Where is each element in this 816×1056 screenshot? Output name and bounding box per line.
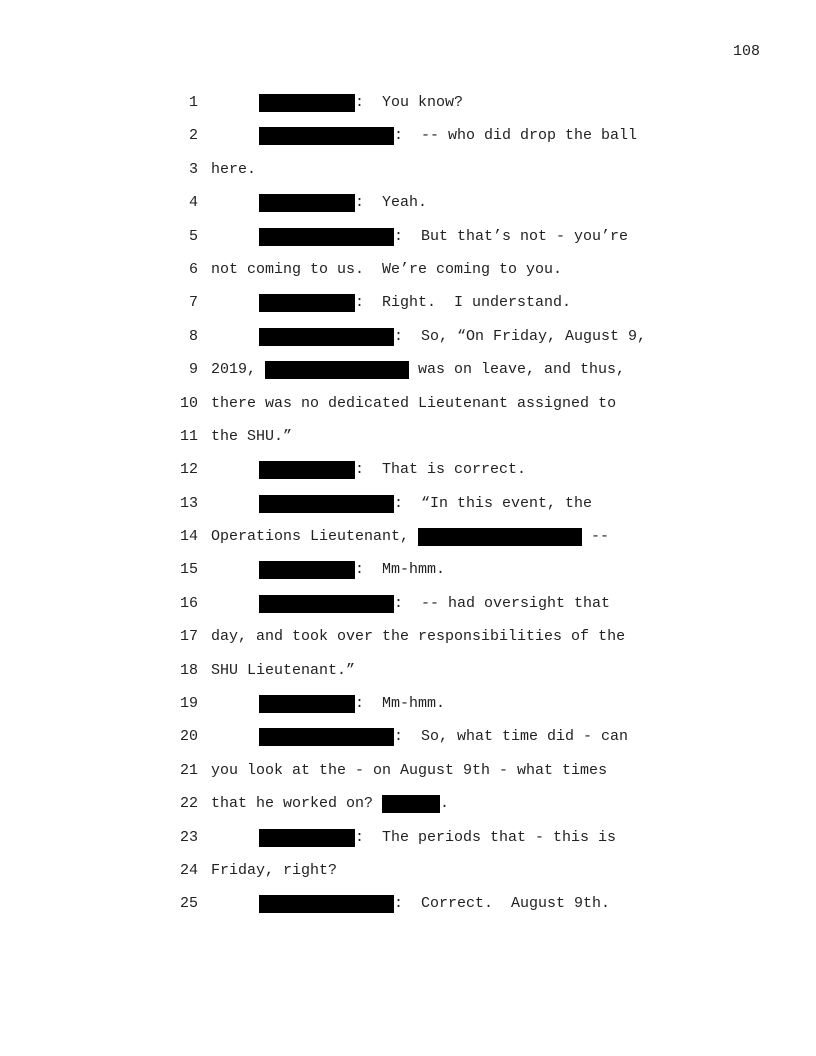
line-number: 25 — [179, 895, 198, 913]
line-text-segment: not coming to us. We’re coming to you. — [211, 260, 563, 278]
line-text-segment: : Correct. August 9th. — [394, 895, 611, 913]
transcript-line — [0, 461, 816, 494]
line-text — [211, 795, 449, 813]
line-text — [211, 662, 355, 680]
line-text-segment: . — [440, 795, 450, 813]
line-number: 8 — [188, 327, 198, 345]
line-number: 16 — [179, 594, 198, 612]
line-number: 5 — [188, 227, 198, 245]
line-number: 7 — [188, 294, 198, 312]
line-text-segment: : So, what time did - can — [394, 728, 629, 746]
line-number: 15 — [179, 561, 198, 579]
redaction-block — [259, 228, 394, 246]
redaction-block — [382, 795, 440, 813]
line-text-segment: here. — [211, 160, 257, 178]
line-text-segment: : Right. I understand. — [355, 294, 572, 312]
line-text — [211, 395, 616, 413]
redaction-block — [259, 328, 394, 346]
line-number: 13 — [179, 494, 198, 512]
line-number: 20 — [179, 728, 198, 746]
transcript-line — [0, 561, 816, 594]
line-number: 17 — [179, 628, 198, 646]
line-text — [259, 127, 637, 145]
line-text — [259, 194, 427, 212]
line-text-segment: Operations Lieutenant, — [211, 528, 419, 546]
line-number: 9 — [188, 361, 198, 379]
redaction-block — [259, 461, 355, 479]
line-text — [211, 528, 609, 546]
line-text-segment: : But that’s not - you’re — [394, 227, 629, 245]
line-text — [211, 161, 256, 179]
transcript-line — [0, 795, 816, 828]
line-text-segment: : Mm-hmm. — [355, 561, 446, 579]
line-number: 3 — [188, 160, 198, 178]
line-number: 18 — [179, 661, 198, 679]
transcript-line — [0, 328, 816, 361]
line-text — [259, 94, 463, 112]
line-number: 14 — [179, 528, 198, 546]
redaction-block — [259, 294, 355, 312]
transcript-line — [0, 762, 816, 795]
line-number: 4 — [188, 194, 198, 212]
transcript-line — [0, 194, 816, 227]
transcript-line — [0, 294, 816, 327]
line-text-segment: was on leave, and thus, — [409, 361, 626, 379]
transcript-line — [0, 662, 816, 695]
line-text-segment: : The periods that - this is — [355, 828, 617, 846]
line-text — [259, 728, 628, 746]
line-text-segment: there was no dedicated Lieutenant assigned to — [211, 394, 617, 412]
line-number: 24 — [179, 861, 198, 879]
line-number: 1 — [188, 94, 198, 111]
line-text-segment: : Yeah. — [355, 194, 428, 212]
transcript-line — [0, 261, 816, 294]
transcript-line — [0, 829, 816, 862]
line-text-segment: : -- had oversight that — [394, 594, 611, 612]
redaction-block — [259, 895, 394, 913]
line-text — [259, 228, 628, 246]
line-text-segment: that he worked on? — [211, 795, 383, 813]
redaction-block — [259, 561, 355, 579]
transcript-line — [0, 361, 816, 394]
line-number: 21 — [179, 761, 198, 779]
transcript-line — [0, 161, 816, 194]
transcript-line — [0, 495, 816, 528]
transcript-line — [0, 628, 816, 661]
transcript-line — [0, 728, 816, 761]
line-text — [259, 328, 646, 346]
line-text-segment: : -- who did drop the ball — [394, 127, 638, 145]
line-number: 22 — [179, 795, 198, 813]
transcript-line — [0, 695, 816, 728]
redaction-block — [259, 728, 394, 746]
transcript-line — [0, 595, 816, 628]
redaction-block — [259, 194, 355, 212]
line-text-segment: : “In this event, the — [394, 494, 593, 512]
line-number: 10 — [179, 394, 198, 412]
transcript-line — [0, 428, 816, 461]
line-text — [259, 461, 526, 479]
line-text — [259, 495, 592, 513]
transcript-line — [0, 395, 816, 428]
transcript-line — [0, 127, 816, 160]
transcript-line — [0, 94, 816, 127]
line-text — [211, 628, 625, 646]
line-text-segment: you look at the - on August 9th - what times — [211, 761, 608, 779]
redaction-block — [259, 495, 394, 513]
redaction-block — [265, 361, 409, 379]
transcript-body — [0, 94, 816, 929]
redaction-block — [259, 595, 394, 613]
line-text — [259, 895, 610, 913]
redaction-block — [259, 829, 355, 847]
line-text — [211, 428, 292, 446]
transcript-line — [0, 862, 816, 895]
redaction-block — [259, 695, 355, 713]
line-number: 6 — [188, 260, 198, 278]
line-text — [259, 595, 610, 613]
redaction-block — [259, 127, 394, 145]
line-text — [259, 829, 616, 847]
line-text-segment: : That is correct. — [355, 461, 527, 479]
line-text-segment: : So, “On Friday, August 9, — [394, 327, 647, 345]
redaction-block — [259, 94, 355, 112]
line-number: 2 — [188, 127, 198, 145]
line-text-segment: Friday, right? — [211, 861, 338, 879]
transcript-line — [0, 895, 816, 928]
transcript-line — [0, 528, 816, 561]
line-text — [211, 762, 607, 780]
line-text-segment: SHU Lieutenant.” — [211, 661, 356, 679]
line-text-segment: day, and took over the responsibilities of the — [211, 628, 626, 646]
line-text-segment: -- — [582, 528, 610, 546]
line-number: 11 — [179, 427, 198, 445]
line-text — [211, 361, 625, 379]
line-text-segment: : Mm-hmm. — [355, 695, 446, 713]
line-text-segment: 2019, — [211, 361, 266, 379]
line-number: 19 — [179, 695, 198, 713]
line-text — [259, 561, 445, 579]
line-text — [211, 261, 562, 279]
line-number: 23 — [179, 828, 198, 846]
line-text-segment: the SHU.” — [211, 427, 293, 445]
transcript-line — [0, 228, 816, 261]
redaction-block — [418, 528, 582, 546]
line-text — [259, 294, 571, 312]
line-text-segment: : You know? — [355, 94, 464, 111]
line-text — [259, 695, 445, 713]
line-text — [211, 862, 337, 880]
line-number: 12 — [179, 461, 198, 479]
page-number: 108 — [733, 43, 761, 60]
